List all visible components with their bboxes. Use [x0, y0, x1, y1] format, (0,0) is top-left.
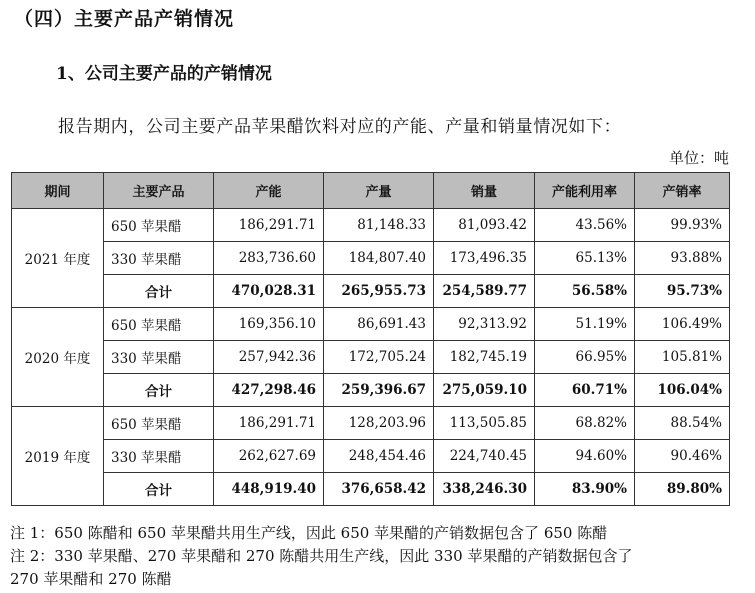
utilization-cell: 94.60% [535, 440, 635, 473]
sales-ratio-cell: 90.46% [635, 440, 730, 473]
capacity-cell: 283,736.60 [214, 242, 324, 275]
utilization-cell: 43.56% [535, 209, 635, 242]
output-cell: 128,203.96 [324, 407, 434, 440]
utilization-cell: 68.82% [535, 407, 635, 440]
footnotes [10, 522, 745, 591]
unit-label: 单位：吨 [668, 149, 729, 167]
sales-cell: 92,313.92 [434, 308, 535, 341]
utilization-cell: 83.90% [535, 473, 635, 506]
sales-cell: 275,059.10 [434, 374, 535, 407]
total-row [12, 275, 730, 308]
header-sales: 销量 [434, 173, 535, 209]
product-cell: 650 苹果醋 [104, 308, 214, 341]
output-cell: 259,396.67 [324, 374, 434, 407]
product-cell: 330 苹果醋 [104, 242, 214, 275]
total-row [12, 374, 730, 407]
sales-cell: 182,745.19 [434, 341, 535, 374]
table-row [12, 440, 730, 473]
sales-cell: 113,505.85 [434, 407, 535, 440]
footnote-2-continued: 270 苹果醋和 270 陈醋 [10, 570, 172, 588]
header-sales-ratio: 产销率 [635, 173, 730, 209]
sales-ratio-cell: 89.80% [635, 473, 730, 506]
sales-cell: 338,246.30 [434, 473, 535, 506]
table-row [12, 407, 730, 440]
sales-ratio-cell: 95.73% [635, 275, 730, 308]
table-row [12, 242, 730, 275]
table-row [12, 341, 730, 374]
period-cell: 2021 年度 [12, 209, 104, 308]
sales-ratio-cell: 106.04% [635, 374, 730, 407]
capacity-cell: 169,356.10 [214, 308, 324, 341]
table-header-row [12, 173, 730, 209]
product-cell: 650 苹果醋 [104, 209, 214, 242]
sales-ratio-cell: 99.93% [635, 209, 730, 242]
output-cell: 86,691.43 [324, 308, 434, 341]
footnote-1: 注 1：650 陈醋和 650 苹果醋共用生产线，因此 650 苹果醋的产销数据包含了 650 陈醋 [10, 524, 608, 542]
output-cell: 172,705.24 [324, 341, 434, 374]
product-cell: 330 苹果醋 [104, 341, 214, 374]
output-cell: 184,807.40 [324, 242, 434, 275]
period-cell: 2019 年度 [12, 407, 104, 506]
sales-cell: 173,496.35 [434, 242, 535, 275]
intro-paragraph: 报告期内，公司主要产品苹果醋饮料对应的产能、产量和销量情况如下： [58, 117, 622, 137]
production-sales-table [11, 172, 730, 506]
total-label: 合计 [104, 275, 214, 308]
utilization-cell: 51.19% [535, 308, 635, 341]
output-cell: 376,658.42 [324, 473, 434, 506]
sales-ratio-cell: 106.49% [635, 308, 730, 341]
utilization-cell: 56.58% [535, 275, 635, 308]
header-period: 期间 [12, 173, 104, 209]
utilization-cell: 60.71% [535, 374, 635, 407]
header-capacity: 产能 [214, 173, 324, 209]
table-row [12, 308, 730, 341]
header-utilization: 产能利用率 [535, 173, 635, 209]
sales-cell: 254,589.77 [434, 275, 535, 308]
capacity-cell: 257,942.36 [214, 341, 324, 374]
utilization-cell: 66.95% [535, 341, 635, 374]
total-label: 合计 [104, 374, 214, 407]
footnote-2: 注 2：330 苹果醋、270 苹果醋和 270 陈醋共用生产线，因此 330 苹果醋的产销数据包含了 [10, 547, 633, 565]
table-row [12, 209, 730, 242]
subsection-heading: 1、公司主要产品的产销情况 [56, 64, 272, 84]
header-output: 产量 [324, 173, 434, 209]
output-cell: 265,955.73 [324, 275, 434, 308]
sales-cell: 224,740.45 [434, 440, 535, 473]
section-heading: （四）主要产品产销情况 [14, 8, 235, 30]
sales-ratio-cell: 88.54% [635, 407, 730, 440]
total-label: 合计 [104, 473, 214, 506]
period-cell: 2020 年度 [12, 308, 104, 407]
capacity-cell: 448,919.40 [214, 473, 324, 506]
capacity-cell: 262,627.69 [214, 440, 324, 473]
sales-ratio-cell: 105.81% [635, 341, 730, 374]
capacity-cell: 470,028.31 [214, 275, 324, 308]
product-cell: 650 苹果醋 [104, 407, 214, 440]
output-cell: 81,148.33 [324, 209, 434, 242]
product-cell: 330 苹果醋 [104, 440, 214, 473]
capacity-cell: 186,291.71 [214, 209, 324, 242]
sales-cell: 81,093.42 [434, 209, 535, 242]
sales-ratio-cell: 93.88% [635, 242, 730, 275]
utilization-cell: 65.13% [535, 242, 635, 275]
capacity-cell: 427,298.46 [214, 374, 324, 407]
total-row [12, 473, 730, 506]
output-cell: 248,454.46 [324, 440, 434, 473]
capacity-cell: 186,291.71 [214, 407, 324, 440]
header-product: 主要产品 [104, 173, 214, 209]
